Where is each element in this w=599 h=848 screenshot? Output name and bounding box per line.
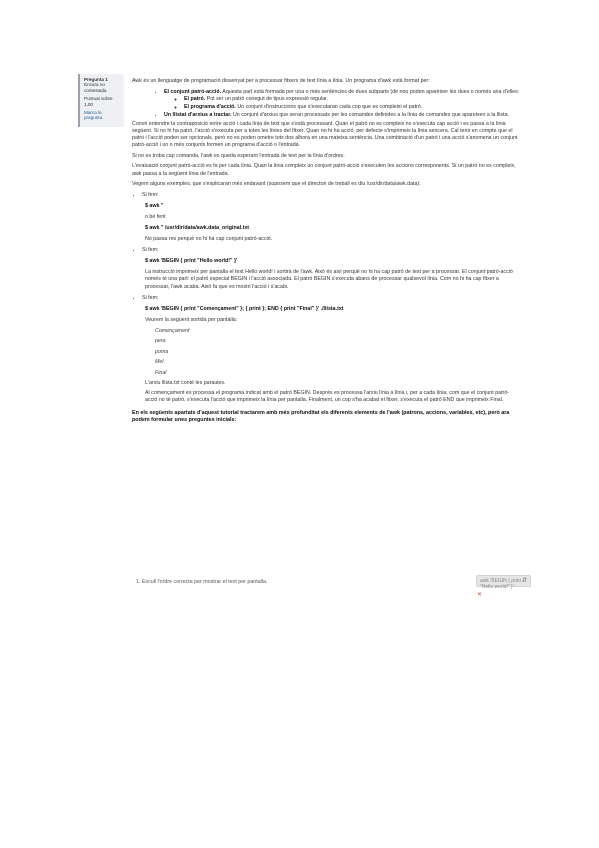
answer-select-value: awk 'BEGIN { print "Hello world!" }' — [480, 578, 521, 590]
flag-question-link[interactable]: Marca la — [84, 110, 102, 116]
question-prompt: 1. Escull l'ordre correcta per mostrar el text per pantalla. — [136, 579, 268, 585]
item-text: Un conjunt d'instruccions que s'executaran cada cop que es compleixi el patró. — [235, 103, 423, 110]
code-line: $ awk '' — [145, 202, 164, 209]
chevron-down-icon: ⇵ — [521, 578, 527, 584]
example-text: No passa res perquè no hi ha cap conjunt patró-acció. — [145, 236, 273, 243]
question-content — [132, 78, 520, 428]
question-status-line-2: contestada — [84, 87, 107, 93]
examples-list — [142, 192, 520, 404]
intro-paragraph: Awk és un llenguatge de programació dissenyat per a processar fitxers de text línia a línia. Un programa d'awk està format per: — [132, 78, 430, 84]
code-line: $ awk 'BEGIN { print "Començament" }; { print }; END { print "Final" }' ./llista.txt — [145, 305, 344, 312]
item-text: Aquesta part està formada per una o més sentències de dues subparts (de nou poden aparèixer les dues o només una d'elles: — [221, 88, 520, 95]
example-item — [142, 295, 520, 404]
item-title: El patró. — [184, 95, 206, 102]
item-text: Pot ser un patró conegut de tipus expressió regular. — [205, 95, 328, 102]
item-title: El conjunt patró-acció. — [164, 88, 222, 95]
sub-list — [184, 96, 520, 111]
example-item — [142, 192, 520, 243]
body-paragraph: Si no es troba cap comanda, l'awk es queda esperant l'entrada de text per la línia d'ordres. — [132, 152, 345, 159]
item-title: El programa d'acció. — [184, 103, 236, 110]
output-line: Començament — [155, 327, 190, 334]
list-item — [184, 96, 520, 103]
example-intro: Si fem: — [142, 191, 159, 198]
body-paragraph: Vegem alguns exemples, que s'explicaran més endavant (suposem que el directori de treball es diu /usr/dir/data/awk.data): — [132, 181, 421, 188]
output-block — [155, 326, 520, 379]
answer-select[interactable] — [476, 575, 531, 590]
flag-question-link-line-2[interactable]: pregunta — [84, 115, 103, 121]
example-text: L'arxiu llista.txt conté les paraules. — [145, 380, 226, 387]
question-info-panel — [78, 74, 124, 127]
example-intro: Si fem: — [142, 247, 159, 254]
example-intro: Si fem: — [142, 294, 159, 301]
list-item — [164, 112, 520, 119]
example-text: o bé fent — [145, 213, 166, 220]
example-text: Veurem la següent sortida per pantalla: — [145, 316, 238, 323]
question-score: Puntuat sobre 1,00 — [84, 96, 113, 107]
body-paragraph: Convé entendre la contraposició entre acció i cada línia de text que s'està processant. Quan el patró no es compleix no s'executa cap acció i es passa a la línia següent. Si no hi ha patró, l'acció s'executa per a totes les línies del fitxer. Quan no hi ha acció, per defecte s'imprimeix la línia sencera. Cal tenir en compte que el patró i l'acció poden ser opcionals, però no es poden ometre tots dos alhora en una mateixa sentència. Una combinació d'un patró i una acció s'anomena un conjunt patró-acció i un o més conjunts formen un programa d'acció o l'entrada. — [132, 120, 518, 149]
output-line: Final — [155, 369, 167, 376]
question-number: Pregunta 1 — [84, 77, 108, 82]
example-text: La instrucció imprimeix per pantalla el text Hello world! i sortirà de l'awk. Això és així perquè no hi ha cap patró de text per a processar. El conjunt patró-acció només té una part: el patró especial BEGIN i l'acció associada. El patró BEGIN s'executa abans de processar qualsevol línia. Com no hi ha cap fitxer a processar, l'awk acaba. Això fa que es mostri l'acció i s'acabi. — [145, 269, 513, 290]
example-item — [142, 247, 520, 290]
question-status-line-1: Encara no — [84, 82, 105, 88]
closing-paragraph: En els següents apartats d'aquest tutorial tractarem amb més profunditat els diferents elements de l'awk (patrons, accions, variables, etc), però ara podem formular unes preguntes inicials: — [132, 409, 510, 423]
output-line: Mel — [155, 359, 164, 366]
list-item — [184, 104, 520, 111]
body-paragraph: L'evaluació conjunt patró-acció es fa per cada línia. Quan la línia compleix un conjunt patró-acció s'executen les accions corresponents. Si un patró no es compleix, awk passa a la següent línia de l'entrada. — [132, 163, 516, 177]
example-text: Al començament es processa el programa indicat amb el patró BEGIN. Després es processa l'arxiu línia a línia i, per a cada línia, com que el conjunt patró-acció no té patró, s'executa l'acció que imprimeix la línia per pantalla. Finalment, un cop s'ha acabat el fitxer, s'executa el patró END que imprimeix Final. — [145, 389, 510, 403]
list-item — [164, 89, 520, 111]
cross-icon: ✕ — [477, 592, 483, 598]
code-line: $ awk 'BEGIN { print "Hello world!" }' — [145, 258, 238, 265]
code-line: $ awk '' /usr/dir/data/awk.data_original.txt — [145, 225, 250, 231]
output-line: pera — [155, 338, 166, 345]
item-text: Un conjunt d'arxius que seran processats per les comandes definides a la línia de comandes que apareixen a la llista. — [231, 111, 509, 118]
item-title: Un llistat d'arxius a tractar. — [164, 111, 232, 118]
awk-parts-list — [164, 89, 520, 119]
output-line: poma — [155, 348, 169, 355]
